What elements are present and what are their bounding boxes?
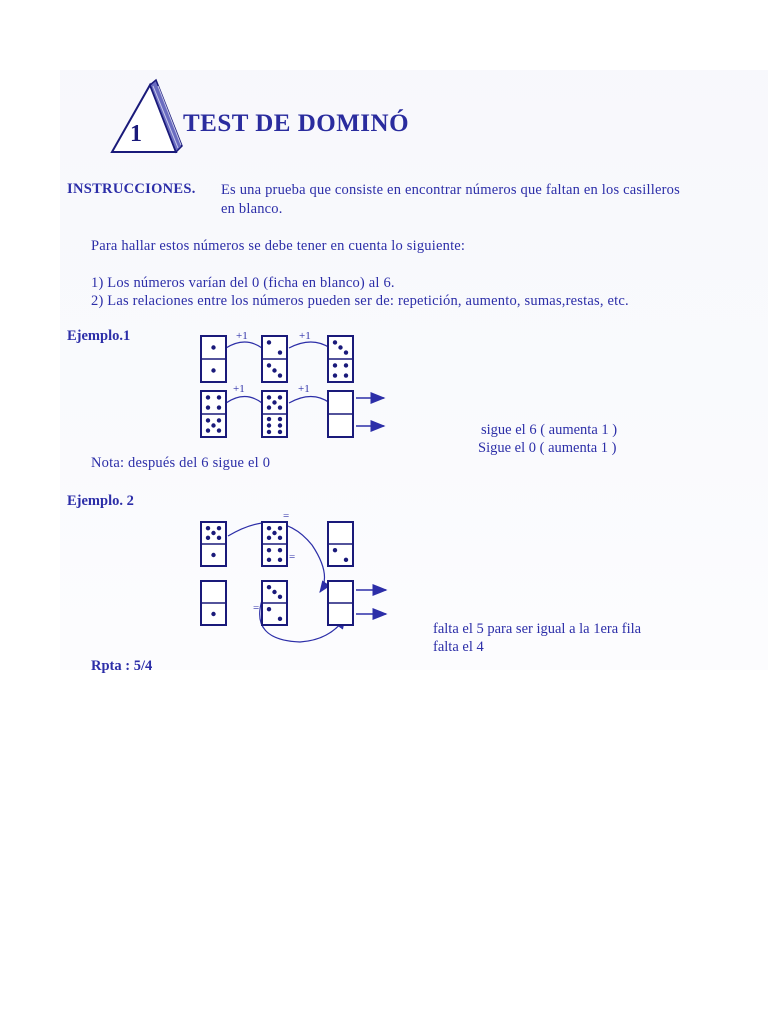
example1-footnote: Nota: después del 6 sigue el 0 <box>91 455 271 471</box>
domino-pip <box>211 531 215 535</box>
domino-pip <box>272 531 276 535</box>
example1-label: Ejemplo.1 <box>67 328 131 344</box>
instructions-intro: Para hallar estos números se debe tener en cuenta lo siguiente: <box>91 238 466 254</box>
example2-label: Ejemplo. 2 <box>67 493 134 509</box>
domino-pip <box>217 526 221 530</box>
equals-label: = <box>253 602 260 614</box>
answer: Rpta : 5/4 <box>91 658 153 674</box>
domino-pip <box>211 553 215 557</box>
domino-pip <box>267 558 271 562</box>
domino-pip <box>278 595 282 599</box>
plus-one-label: +1 <box>233 383 245 395</box>
domino-pip <box>267 526 271 530</box>
instructions-label: INSTRUCCIONES. <box>67 181 196 197</box>
domino-pip <box>278 536 282 540</box>
domino-pip <box>278 617 282 621</box>
domino-pip <box>217 536 221 540</box>
domino-pip <box>267 607 271 611</box>
plus-one-label: +1 <box>298 383 310 395</box>
rule-1: 1) Los números varían del 0 (ficha en blanco) al 6. <box>91 275 395 291</box>
example2-note-1: falta el 5 para ser igual a la 1era fila <box>433 621 642 637</box>
example2-note-2: falta el 4 <box>433 639 484 655</box>
domino-pip <box>267 585 271 589</box>
domino-pip <box>267 548 271 552</box>
plus-one-label: +1 <box>299 330 311 342</box>
domino-pip <box>333 548 337 552</box>
rule-2: 2) Las relaciones entre los números pueden ser de: repetición, aumento, sumas,restas, etc. <box>91 293 629 309</box>
domino-pip <box>278 548 282 552</box>
domino-pip <box>272 590 276 594</box>
domino-pip <box>278 558 282 562</box>
domino-pip <box>344 558 348 562</box>
domino-pip <box>267 536 271 540</box>
example1-note-1: sigue el 6 ( aumenta 1 ) <box>481 422 618 438</box>
instructions-text: Es una prueba que consiste en encontrar números que faltan en los casilleros en blanco. <box>221 182 680 217</box>
domino-pip <box>278 526 282 530</box>
domino-pip <box>211 612 215 616</box>
equals-label: = <box>283 510 290 522</box>
domino-pip <box>206 536 210 540</box>
page-title: TEST DE DOMINÓ <box>183 110 410 137</box>
equals-label: = <box>289 551 296 563</box>
plus-one-label: +1 <box>236 330 248 342</box>
badge-number: 1 <box>130 121 142 147</box>
domino-pip <box>206 526 210 530</box>
example1-note-2: Sigue el 0 ( aumenta 1 ) <box>478 440 617 456</box>
